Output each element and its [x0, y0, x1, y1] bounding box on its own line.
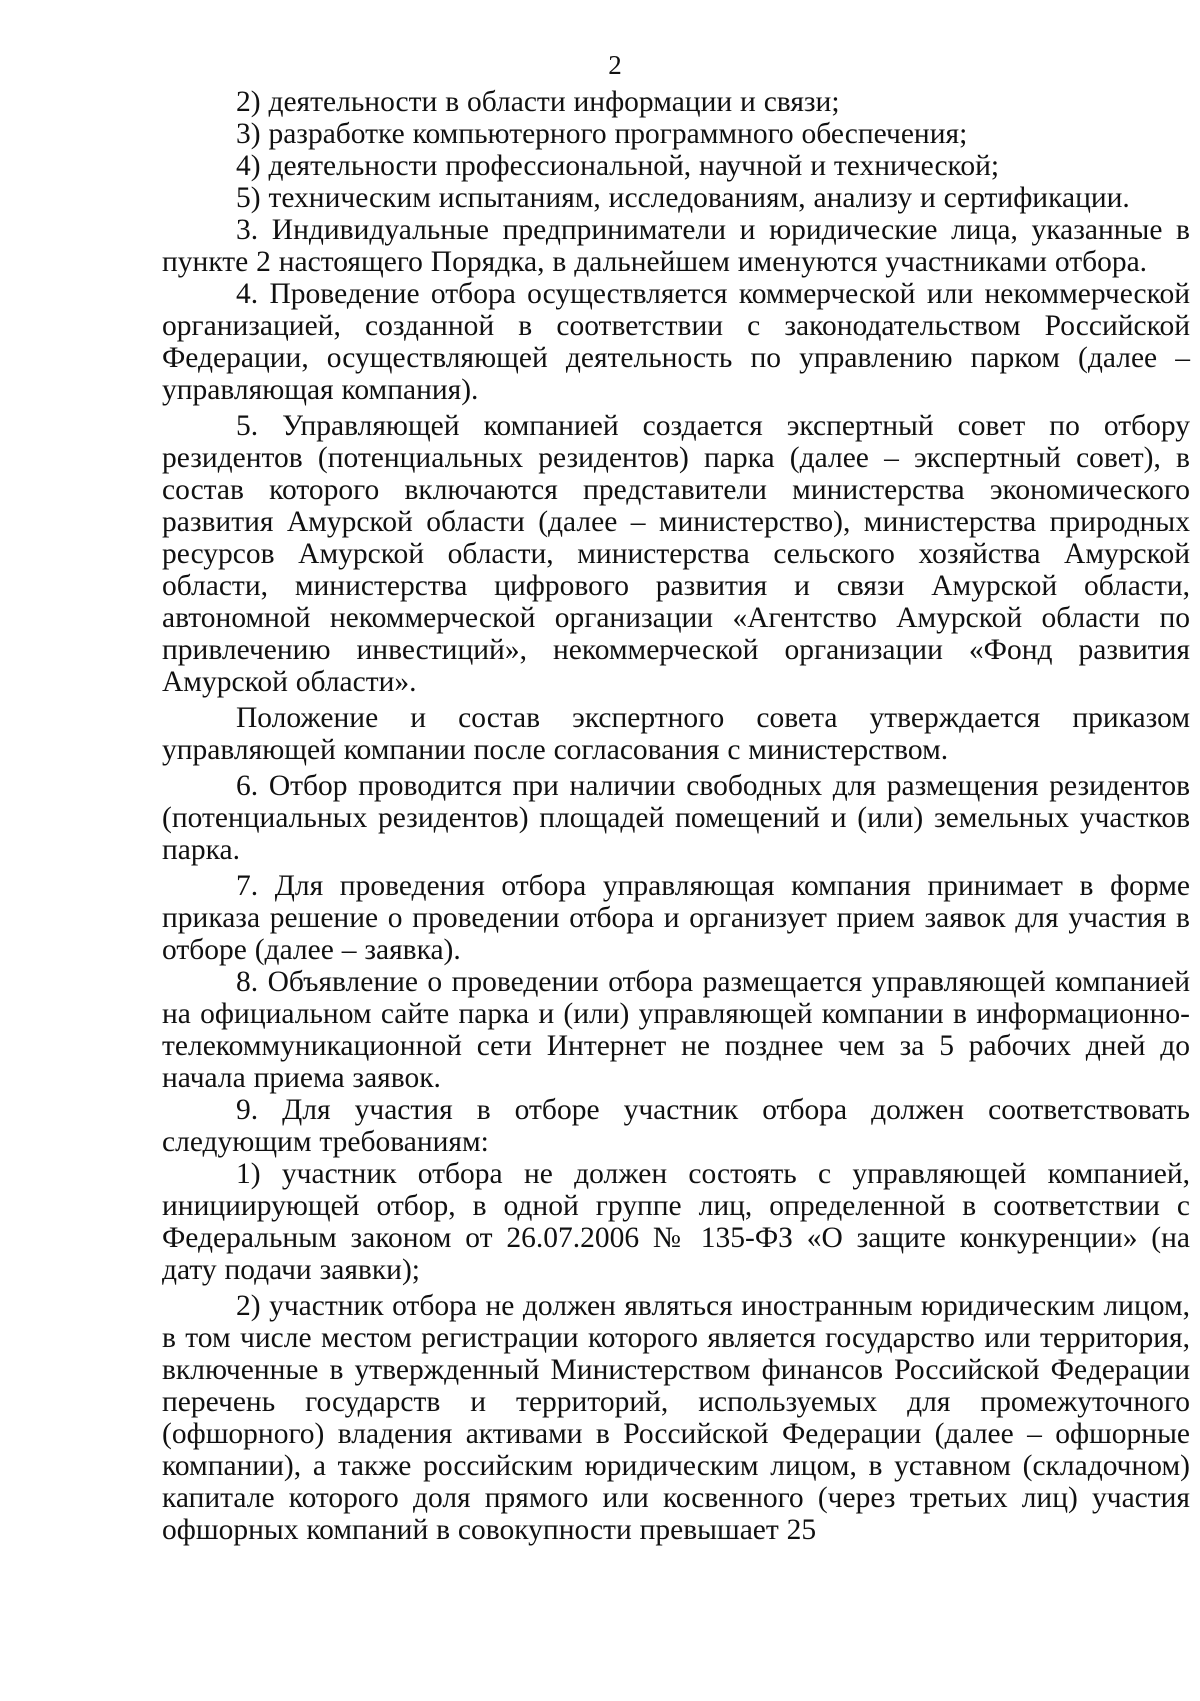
list-item-2: 2) деятельности в области информации и связи;: [236, 86, 840, 118]
clause-6: 6. Отбор проводится при наличии свободных для размещения резидентов (потенциальных резидентов) площадей помещений и (или) земельных участков парка.: [162, 770, 1190, 866]
list-item-3: 3) разработке компьютерного программного обеспечения;: [236, 118, 968, 150]
clause-8: 8. Объявление о проведении отбора размещается управляющей компанией на официальном сайте парка и (или) управляющей компании в информационно-телекоммуникационной сети Интернет не позднее чем за 5 рабочих дней до начала приема заявок.: [162, 966, 1190, 1094]
clause-5-continuation: Положение и состав экспертного совета утверждается приказом управляющей компании после согласования с министерством.: [162, 702, 1190, 766]
clause-9: 9. Для участия в отборе участник отбора должен соответствовать следующим требованиям:: [162, 1094, 1190, 1158]
clause-4: 4. Проведение отбора осуществляется коммерческой или некоммерческой организацией, созданной в соответствии с законодательством Российской Федерации, осуществляющей деятельность по управлению парком (далее – управляющая компания).: [162, 278, 1190, 406]
clause-3: 3. Индивидуальные предприниматели и юридические лица, указанные в пункте 2 настоящего Порядка, в дальнейшем именуются участниками отбора.: [162, 214, 1190, 278]
list-item-4: 4) деятельности профессиональной, научной и технической;: [236, 150, 1000, 182]
clause-5: 5. Управляющей компанией создается экспертный совет по отбору резидентов (потенциальных резидентов) парка (далее – экспертный совет), в состав которого включаются представители министерства экономического развития Амурской области (далее – министерство), министерства природных ресурсов Амурской области, министерства сельского хозяйства Амурской области, министерства цифрового развития и связи Амурской области, автономной некоммерческой организации «Агентство Амурской области по привлечению инвестиций», некоммерческой организации «Фонд развития Амурской области».: [162, 410, 1190, 698]
page-number: 2: [608, 50, 622, 80]
list-item-5: 5) техническим испытаниям, исследованиям, анализу и сертификации.: [236, 182, 1130, 214]
clause-7: 7. Для проведения отбора управляющая компания принимает в форме приказа решение о проведении отбора и организует прием заявок для участия в отборе (далее – заявка).: [162, 870, 1190, 966]
document-body: [162, 86, 1190, 1546]
requirement-1: 1) участник отбора не должен состоять с управляющей компанией, инициирующей отбор, в одной группе лиц, определенной в соответствии с Федеральным законом от 26.07.2006 № 135-ФЗ «О защите конкуренции» (на дату подачи заявки);: [162, 1158, 1190, 1286]
requirement-2: 2) участник отбора не должен являться иностранным юридическим лицом, в том числе местом регистрации которого является государство или территория, включенные в утвержденный Министерством финансов Российской Федерации перечень государств и территорий, используемых для промежуточного (офшорного) владения активами в Российской Федерации (далее – офшорные компании), а также российским юридическим лицом, в уставном (складочном) капитале которого доля прямого или косвенного (через третьих лиц) участия офшорных компаний в совокупности превышает 25: [162, 1290, 1190, 1546]
